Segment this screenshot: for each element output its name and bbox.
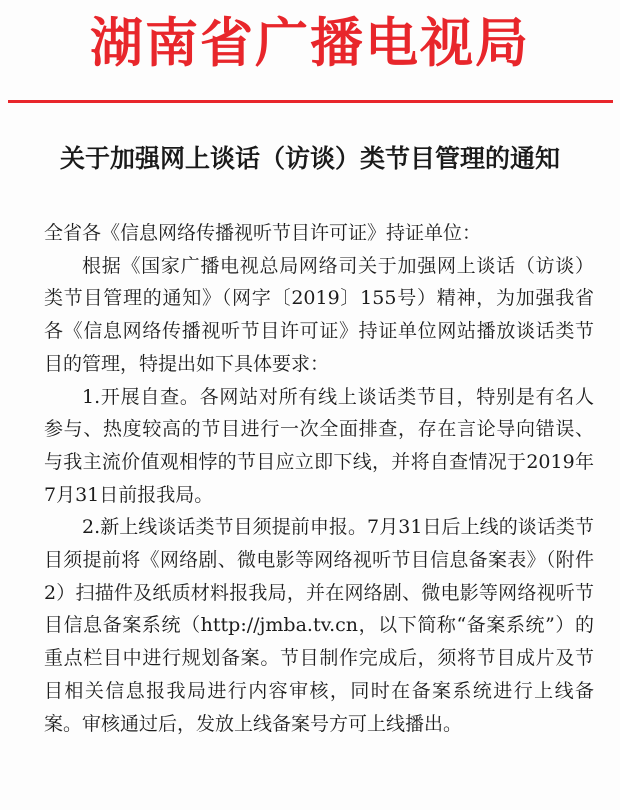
letterhead-org-name: 湖南省广播电视局 — [90, 13, 530, 74]
document-title: 关于加强网上谈话（访谈）类节目管理的通知 — [59, 144, 560, 173]
paragraph-item-2: 2.新上线谈话类节目须提前申报。7月31日后上线的谈话类节目须提前将《网络剧、微电影等网络视听节目信息备案表》（附件2）扫描件及纸质材料报我局，并在网络剧、微电影等网络视听节目信息备案系统（http://jmba.tv.cn，以下简称“备案系统”）的重点栏目中进行规划备案。节目制作完成后，须将节目成片及节目相关信息报我局进行内容审核，同时在备案系统进行上线备案。审核通过后，发放上线备案号方可上线播出。 — [44, 516, 594, 735]
salutation: 全省各《信息网络传播视听节目许可证》持证单位： — [44, 222, 482, 244]
paragraph-item-1: 1.开展自查。各网站对所有线上谈话类节目，特别是有名人参与、热度较高的节目进行一次全面排查，存在言论导向错误、与我主流价值观相悖的节目应立即下线，并将自查情况于2019年7月31日前报我局。 — [44, 385, 594, 506]
document-body — [44, 217, 594, 740]
paragraph-intro: 根据《国家广播电视总局网络司关于加强网上谈话（访谈）类节目管理的通知》（网字〔2019〕155号）精神，为加强我省各《信息网络传播视听节目许可证》持证单位网站播放谈话类节目的管理，特提出如下具体要求： — [44, 254, 594, 375]
letterhead-red-rule — [8, 100, 613, 103]
